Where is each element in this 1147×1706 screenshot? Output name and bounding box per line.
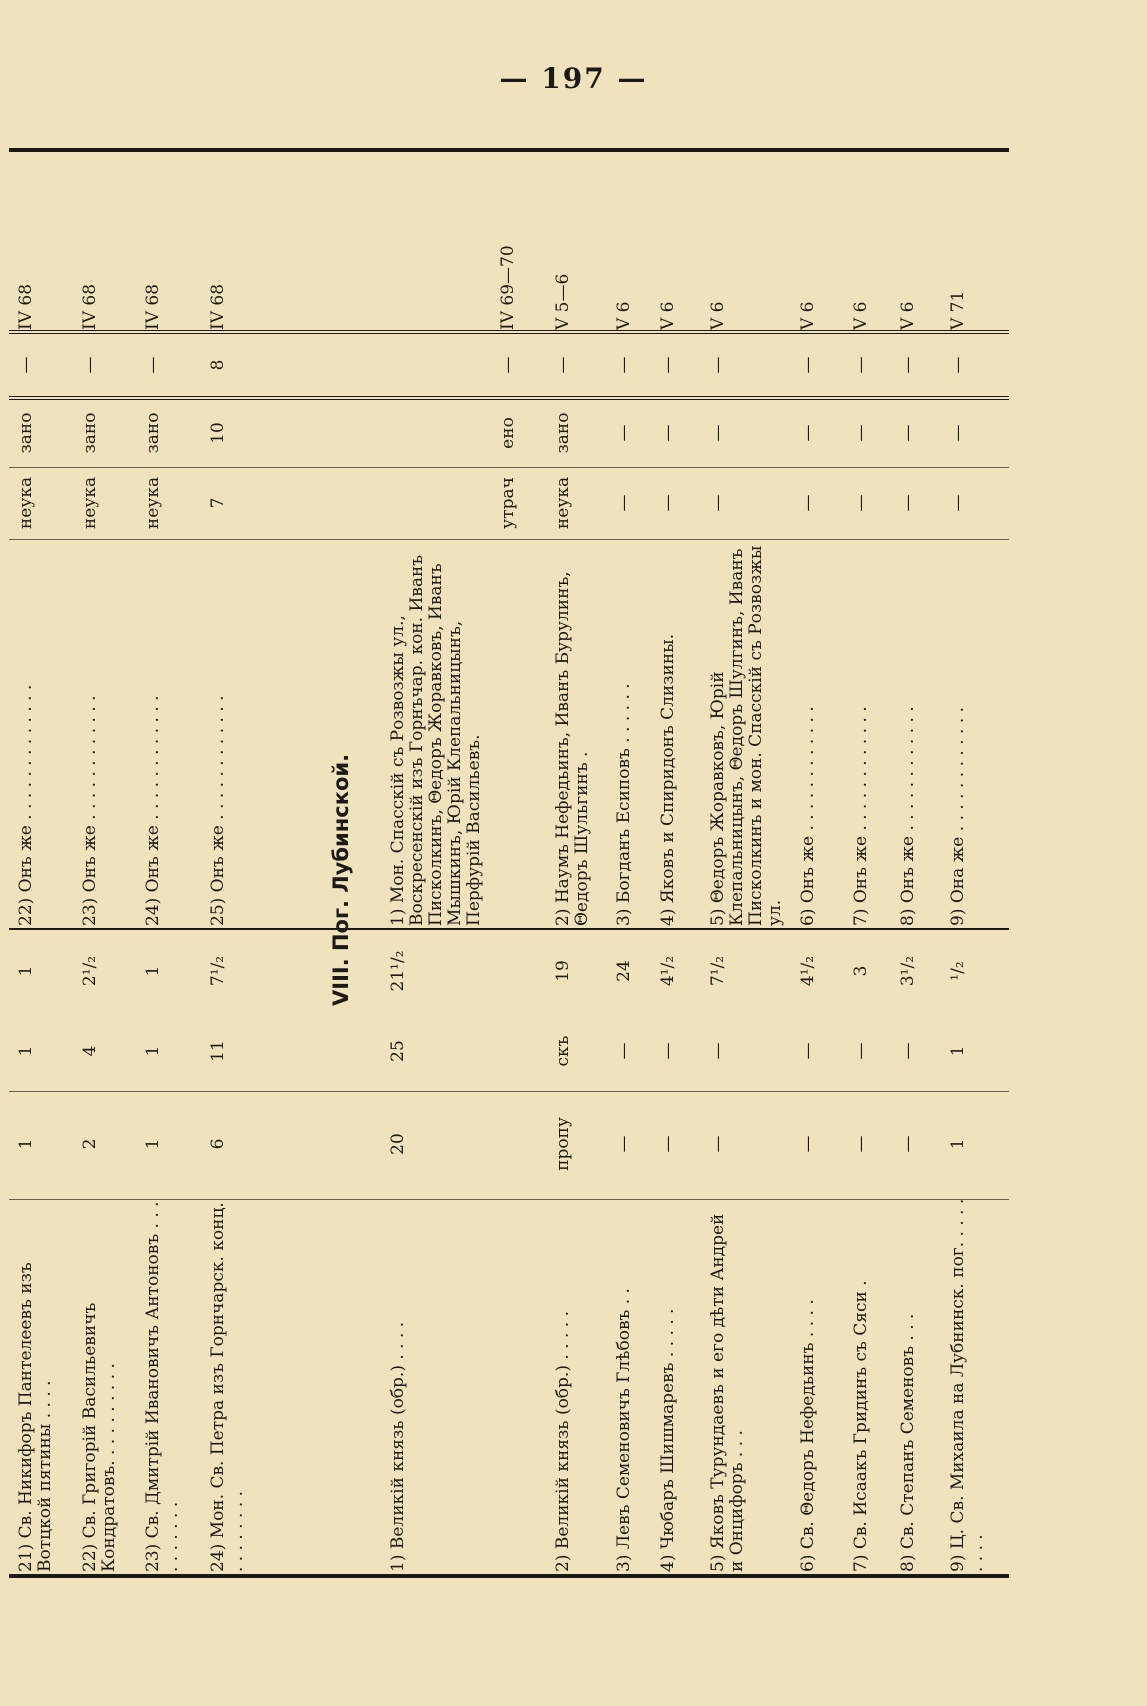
- count-cell: —: [851, 1135, 871, 1153]
- status-part: неука: [143, 476, 163, 530]
- reference-cell: V 6: [614, 301, 634, 330]
- reference-cell: V 6: [798, 301, 818, 330]
- count-cell: ¹/₂: [948, 961, 968, 981]
- count-cell: —: [798, 1042, 818, 1060]
- status-part: —: [898, 424, 918, 442]
- status-part: —: [798, 494, 818, 512]
- status-cell: [852, 398, 871, 538]
- count-cell: 11: [208, 1040, 228, 1062]
- count-cell: 1: [143, 965, 163, 977]
- value-cell: —: [798, 356, 818, 374]
- status-part: неука: [553, 476, 573, 530]
- status-cell: [81, 398, 100, 538]
- owner-cell: 4) Чюбаръ Шишмаревъ . . . . .: [658, 1308, 678, 1572]
- count-cell: 1: [143, 1138, 163, 1150]
- section-title: VIII. Пог. Лубинской.: [329, 753, 353, 1006]
- lessor-cell: 6) Онъ же . . . . . . . . . . . .: [798, 706, 818, 926]
- count-cell: 1: [16, 1138, 36, 1150]
- count-cell: 6: [208, 1138, 228, 1150]
- count-cell: 20: [388, 1133, 408, 1155]
- count-cell: 4¹/₂: [658, 955, 678, 987]
- status-part: —: [948, 424, 968, 442]
- count-cell: 7¹/₂: [708, 955, 728, 987]
- status-part: —: [898, 494, 918, 512]
- owner-cell: 22) Св. Григорій Васильевичъ Кондратовъ. . . . . . . . . .: [80, 1302, 119, 1572]
- value-cell: —: [708, 356, 728, 374]
- reference-cell: V 5—6: [553, 273, 573, 330]
- lessor-cell: 2) Наумъ Нефедьинъ, Иванъ Бурулинъ, Θедоръ Шульгинъ .: [553, 571, 592, 926]
- status-part: утрач: [498, 477, 518, 529]
- status-cell: [949, 398, 968, 538]
- reference-cell: V 71: [948, 290, 968, 330]
- owner-cell: 21) Св. Никифоръ Пантелеевъ изъ Вотцкой пятины . . . .: [16, 1262, 55, 1572]
- status-part: —: [708, 494, 728, 512]
- count-cell: 19: [553, 960, 573, 982]
- count-cell: —: [708, 1042, 728, 1060]
- lessor-cell: 23) Онъ же . . . . . . . . . . . .: [80, 695, 100, 926]
- value-cell: —: [16, 356, 36, 374]
- lessor-cell: 22) Онъ же . . . . . . . . . . . . .: [16, 684, 36, 926]
- status-cell: [899, 398, 918, 538]
- count-cell: 25: [388, 1040, 408, 1062]
- status-cell: [709, 398, 728, 538]
- page-number: — 197 —: [499, 62, 648, 95]
- value-cell: —: [658, 356, 678, 374]
- owner-cell: 24) Мон. Св. Петра изъ Горнчарск. конц. . . . . . . . .: [208, 1202, 247, 1572]
- owner-cell: 7) Св. Исаакъ Гридинъ съ Сяси .: [851, 1280, 871, 1572]
- value-cell: —: [498, 356, 518, 374]
- status-part: —: [948, 494, 968, 512]
- status-part: зано: [16, 412, 36, 454]
- reference-cell: IV 68: [16, 283, 36, 330]
- status-cell: [389, 398, 408, 538]
- status-part: 10: [208, 422, 228, 444]
- table-right-border: [9, 148, 1009, 152]
- reference-cell: V 6: [851, 301, 871, 330]
- status-part: —: [658, 494, 678, 512]
- status-cell: [209, 398, 228, 538]
- status-part: —: [798, 424, 818, 442]
- status-cell: [499, 398, 518, 538]
- lessor-cell: 9) Она же . . . . . . . . . . . .: [948, 706, 968, 926]
- value-cell: 8: [208, 359, 228, 371]
- table-left-border: [9, 1574, 1009, 1578]
- count-cell: 1: [16, 1045, 36, 1057]
- status-part: зано: [143, 412, 163, 454]
- lessor-cell: 1) Мон. Спасскій съ Розвозжы ул., Воскресенскій изъ Горнъчар. кон. Иванъ Писколкинъ, Θедоръ Жоравковъ, Иванъ Мышкинъ, Юрій Клепальницынъ, Перфурій Васильевъ.: [388, 554, 484, 926]
- count-cell: —: [614, 1135, 634, 1153]
- status-cell: [554, 398, 573, 538]
- owner-cell: 6) Св. Θедоръ Нефедьинъ . . . .: [798, 1299, 818, 1572]
- count-cell: —: [898, 1042, 918, 1060]
- owner-cell: 2) Великій князь (обр.) . . . . .: [553, 1310, 573, 1572]
- value-cell: —: [948, 356, 968, 374]
- count-cell: —: [658, 1042, 678, 1060]
- count-cell: 1: [16, 965, 36, 977]
- status-cell: [615, 398, 634, 538]
- lessor-cell: 3) Богданъ Есиповъ . . . . . .: [614, 683, 634, 926]
- value-cell: —: [614, 356, 634, 374]
- lessor-cell: 4) Яковъ и Спиридонъ Слизины.: [658, 633, 678, 926]
- status-cell: [659, 398, 678, 538]
- value-cell: —: [898, 356, 918, 374]
- count-cell: 4¹/₂: [798, 955, 818, 987]
- count-cell: —: [898, 1135, 918, 1153]
- column-rule-double: [9, 330, 1009, 331]
- status-cell: [17, 398, 36, 538]
- status-part: ено: [498, 417, 518, 449]
- status-cell: [144, 398, 163, 538]
- count-cell: 21¹/₂: [388, 950, 408, 992]
- status-part: неука: [80, 476, 100, 530]
- rotated-table: [9, 136, 1009, 1606]
- lessor-cell: 25) Онъ же . . . . . . . . . . . .: [208, 695, 228, 926]
- count-cell: 1: [948, 1138, 968, 1150]
- count-cell: 1: [143, 1045, 163, 1057]
- owner-cell: 8) Св. Степанъ Семеновъ . . .: [898, 1313, 918, 1572]
- lessor-cell: 8) Онъ же . . . . . . . . . . . .: [898, 706, 918, 926]
- count-cell: 1: [948, 1045, 968, 1057]
- reference-cell: V 6: [898, 301, 918, 330]
- owner-cell: 5) Яковъ Турундаевъ и его дѣти Андрей и Онцифоръ . . .: [708, 1213, 747, 1572]
- count-cell: —: [851, 1042, 871, 1060]
- column-rule-double: [9, 396, 1009, 397]
- reference-cell: IV 68: [143, 283, 163, 330]
- column-rule: [9, 539, 1009, 540]
- count-cell: пропу: [553, 1117, 573, 1171]
- status-part: —: [708, 424, 728, 442]
- status-part: —: [614, 494, 634, 512]
- value-cell: —: [80, 356, 100, 374]
- status-part: зано: [553, 412, 573, 454]
- lessor-cell: 24) Онъ же . . . . . . . . . . . .: [143, 695, 163, 926]
- status-part: зано: [80, 412, 100, 454]
- count-cell: 3: [851, 965, 871, 977]
- count-cell: 2: [80, 1138, 100, 1150]
- owner-cell: 9) Ц. Св. Михаила на Лубнинск. пог. . . . . . . . .: [948, 1198, 987, 1572]
- owner-cell: 1) Великій князь (обр.) . . . .: [388, 1321, 408, 1572]
- reference-cell: IV 68: [80, 283, 100, 330]
- owner-cell: 3) Левъ Семеновичъ Глѣбовъ . .: [614, 1288, 634, 1572]
- lessor-cell: 7) Онъ же . . . . . . . . . . . .: [851, 706, 871, 926]
- status-cell: [799, 398, 818, 538]
- value-cell: —: [553, 356, 573, 374]
- value-cell: —: [143, 356, 163, 374]
- reference-cell: V 6: [708, 301, 728, 330]
- count-cell: 3¹/₂: [898, 955, 918, 987]
- status-part: —: [658, 424, 678, 442]
- count-cell: 7¹/₂: [208, 955, 228, 987]
- reference-cell: V 6: [658, 301, 678, 330]
- count-cell: —: [658, 1135, 678, 1153]
- count-cell: —: [798, 1135, 818, 1153]
- status-part: —: [851, 424, 871, 442]
- status-part: —: [614, 424, 634, 442]
- count-cell: —: [708, 1135, 728, 1153]
- count-cell: 24: [614, 960, 634, 982]
- count-cell: —: [614, 1042, 634, 1060]
- status-part: —: [851, 494, 871, 512]
- count-cell: 2¹/₂: [80, 955, 100, 987]
- owner-cell: 23) Св. Дмитрій Ивановичъ Антоновъ . . . . . . . . . .: [143, 1201, 182, 1572]
- count-cell: 4: [80, 1045, 100, 1057]
- status-part: неука: [16, 476, 36, 530]
- reference-cell: IV 69—70: [498, 245, 518, 330]
- status-part: 7: [208, 497, 228, 509]
- count-cell: скъ: [553, 1035, 573, 1067]
- reference-cell: IV 68: [208, 283, 228, 330]
- value-cell: —: [851, 356, 871, 374]
- lessor-cell: 5) Θедоръ Жоравковъ, Юрій Клепальницынъ, Θедоръ Шулгинъ, Иванъ Писколкинъ и мон. Спасскій съ Розвозжы ул.: [708, 545, 785, 926]
